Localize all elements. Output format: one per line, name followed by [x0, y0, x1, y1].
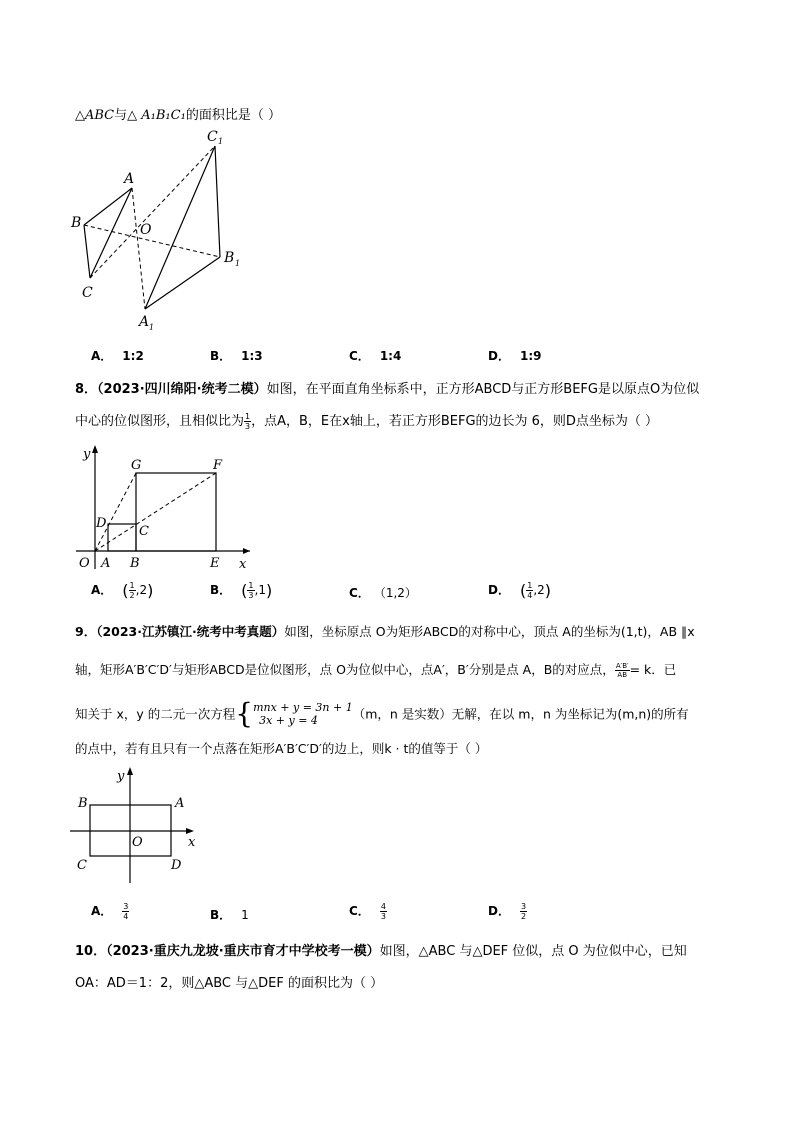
label-c1-sub: 1 [218, 137, 224, 146]
label-y: y [83, 447, 91, 462]
q10-stem-text2: OA：AD＝1：2，则△ABC 与△DEF 的面积比为（ ） [75, 976, 384, 991]
q10-source: （2023·重庆九龙坡·重庆市育才中学校考一模） [106, 944, 380, 959]
q9-stem-line2 [75, 660, 676, 679]
square-befg [136, 473, 216, 551]
q10-number: 10． [75, 944, 107, 959]
label-b1-sub: 1 [235, 259, 241, 268]
label-o: O [140, 222, 152, 238]
q8-option-c[interactable]: C． （1,2） [349, 586, 417, 600]
q7-triangle-abc: ABC [85, 108, 115, 123]
square-abcd [108, 524, 136, 551]
q7-option-d[interactable]: D． 1:9 [488, 349, 542, 363]
q9-stem-text2: 轴，矩形A′B′C′D′与矩形ABCD是位似图形，点 O为位似中心，点A′，B′分别是点 A，B的对应点， [75, 662, 615, 677]
q9-option-c[interactable]: C． $\frac{4}{3}$ [349, 902, 386, 921]
q9-source: （2023·江苏镇江·统考中考真题） [96, 624, 285, 639]
edge-ac [90, 188, 132, 278]
q9-option-a[interactable]: A． $\frac{3}{4}$ [91, 902, 129, 921]
label-f: F [213, 458, 223, 473]
q8-ratio-fraction: $\frac{1}{3}$ [245, 412, 251, 431]
label-x: x [239, 557, 247, 572]
q9-stem-line1 [75, 622, 695, 640]
label-d: D [96, 516, 107, 531]
q9-stem-text3b: （m，n 是实数）无解，在以 m，n 为坐标记为(m,n)的所有 [352, 706, 689, 722]
q7-option-c[interactable]: C． 1:4 [349, 349, 402, 363]
q7-triangle-a1b1c1: A₁B₁C₁ [141, 108, 186, 123]
q10-stem-line1 [75, 940, 687, 959]
y-axis-arrow [127, 767, 133, 775]
q8-option-b[interactable]: B． ( $\frac{1}{3}$ ,1) [210, 581, 273, 600]
q9-option-b[interactable]: B． 1 [210, 908, 249, 922]
triangle-symbol: △ [75, 108, 85, 123]
q9-stem-text3a: 知关于 x，y 的二元一次方程 [75, 706, 236, 722]
q9-stem-line4 [75, 739, 487, 757]
label-b: B [78, 796, 88, 811]
y-axis-arrow [92, 445, 98, 453]
x-axis-arrow [186, 828, 194, 834]
dashed-b-b1 [84, 225, 220, 257]
label-a: A [101, 556, 111, 571]
q8-stem-text2b: ，点A，B，E在x轴上，若正方形BEFG的边长为 6，则D点坐标为（ ） [251, 414, 659, 429]
q9-number: 9． [75, 624, 97, 639]
q8-stem-text1: 如图，在平面直角坐标系中，正方形ABCD与正方形BEFG是以原点O为位似 [266, 382, 700, 397]
q8-option-a[interactable]: A． ( $\frac{1}{2}$ ,2) [91, 581, 154, 600]
dashed-a-a1 [132, 188, 145, 309]
q9-stem-text1: 如图，坐标原点 O为矩形ABCD的对称中心，顶点 A的坐标为(1,t)，AB ∥x [284, 624, 695, 639]
x-axis-arrow [243, 548, 250, 554]
q8-number: 8． [75, 382, 98, 397]
label-d: D [171, 858, 182, 873]
q9-ratio-fraction: $\frac{A'B'}{AB}$ [615, 662, 629, 679]
label-b: B [130, 556, 140, 571]
q9-figure [70, 765, 205, 890]
q7-connector-text: 与△ [114, 108, 138, 123]
q9-stem-text2-end: = k．已 [629, 662, 677, 677]
label-g: G [131, 458, 142, 473]
q7-option-a[interactable]: A． 1:2 [91, 349, 144, 363]
q9-equation-system: mnx + y = 3n + 1 3x + y = 4 [253, 700, 353, 727]
dashed-c-c1 [90, 146, 215, 278]
q8-source: （2023·四川绵阳·统考二模） [97, 382, 267, 397]
edge-c1b1 [215, 146, 220, 257]
label-c: C [77, 858, 87, 873]
q7-option-b[interactable]: B． 1:3 [210, 349, 263, 363]
q9-option-d[interactable]: D． $\frac{3}{2}$ [488, 902, 527, 921]
edge-bc [84, 225, 90, 278]
label-x: x [188, 835, 196, 850]
label-c1: C [207, 129, 218, 145]
dashed-o-f [95, 473, 216, 551]
label-c: C [139, 524, 149, 539]
q7-figure [60, 125, 260, 340]
q9-stem-text4: 的点中，若有且只有一个点落在矩形A′B′C′D′的边上，则k · t的值等于（ ） [75, 741, 488, 756]
label-o: O [79, 556, 90, 571]
dashed-o-g [95, 473, 136, 551]
label-y: y [117, 769, 125, 784]
label-a1-sub: 1 [149, 323, 155, 332]
label-a1: A [139, 314, 150, 330]
label-b1: B [224, 250, 235, 266]
label-o: O [132, 835, 143, 850]
q8-option-d[interactable]: D． ( $\frac{1}{4}$ ,2) [488, 581, 552, 600]
label-c: C [82, 285, 93, 301]
q8-stem-text2a: 中心的位似图形，且相似比为 [75, 414, 245, 429]
label-a: A [124, 171, 135, 187]
q7-question-suffix: 的面积比是（ ） [185, 108, 281, 123]
q9-stem-line3: 知关于 x，y 的二元一次方程{ mnx + y = 3n + 1 3x + y = 4 （m，n 是实数）无解，在以 m，n 为坐标记为(m,n)的所有 [75, 697, 689, 730]
q8-stem-line2 [75, 410, 658, 431]
q10-stem-text1: 如图，△ABC 与△DEF 位似，点 O 为位似中心，已知 [379, 944, 687, 959]
edge-ba [84, 188, 132, 225]
q8-figure [72, 443, 257, 573]
q7-stem-tail [75, 104, 281, 123]
label-e: E [210, 556, 220, 571]
label-b: B [71, 215, 82, 231]
q10-stem-line2 [75, 972, 383, 991]
label-a: A [175, 796, 185, 811]
q8-stem-line1 [75, 378, 699, 397]
